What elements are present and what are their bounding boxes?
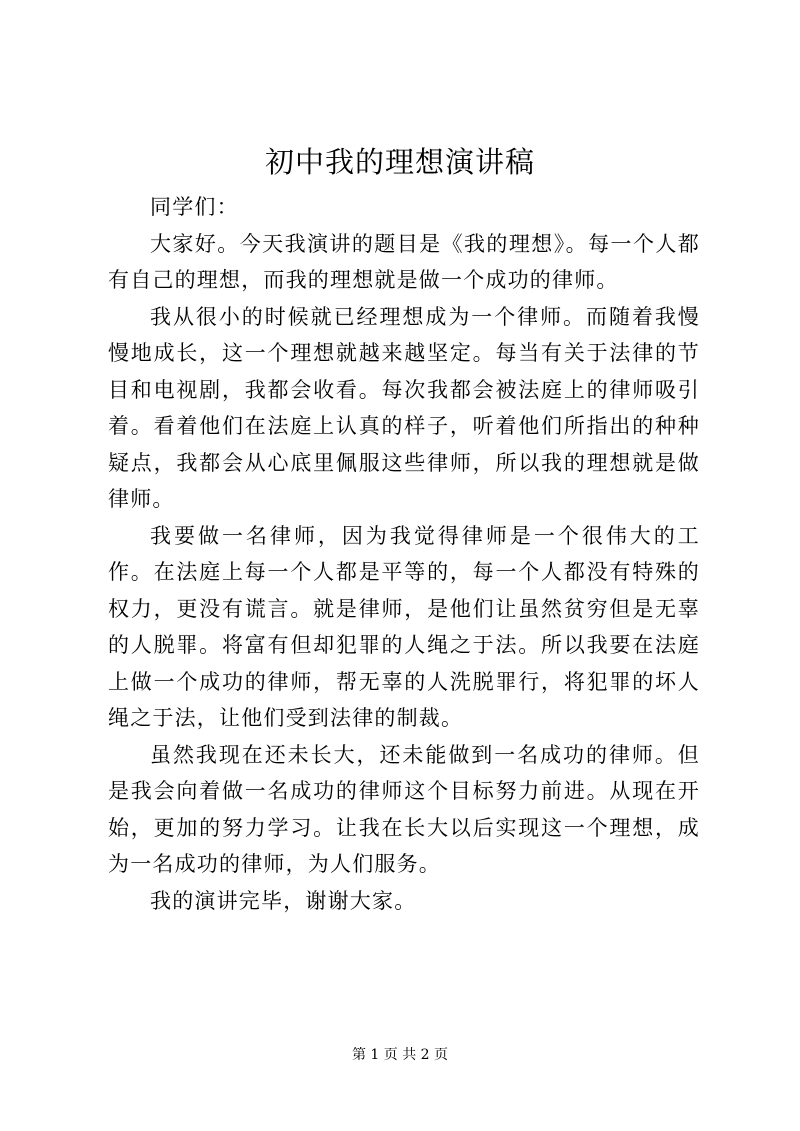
effort-paragraph: 虽然我现在还未长大，还未能做到一名成功的律师。但是我会向着做一名成功的律师这个目标努力前进。从现在开始，更加的努力学习。让我在长大以后实现这一个理想，成为一名成功的律师，为人们服务。 (108, 742, 700, 876)
document-title: 初中我的理想演讲稿 (264, 145, 535, 179)
reason-paragraph: 我要做一名律师，因为我觉得律师是一个很伟大的工作。在法庭上每一个人都是平等的，每一个人都没有特殊的权力，更没有谎言。就是律师，是他们让虽然贫穷但是无辜的人脱罪。将富有但却犯罪的人绳之于法。所以我要在法庭上做一个成功的律师，帮无辜的人洗脱罪行，将犯罪的坏人绳之于法，让他们受到法律的制裁。 (108, 523, 700, 730)
salutation-paragraph: 同学们： (150, 195, 239, 219)
document-body (108, 189, 700, 919)
page-footer: 第 1 页 共 2 页 (351, 1047, 449, 1063)
childhood-dream-paragraph: 我从很小的时候就已经理想成为一个律师。而随着我慢慢地成长，这一个理想就越来越坚定。每当有关于法律的节目和电视剧，我都会收看。每次我都会被法庭上的律师吸引着。看着他们在法庭上认真的样子，听着他们所指出的种种疑点，我都会从心底里佩服这些律师，所以我的理想就是做律师。 (108, 304, 700, 511)
greeting-paragraph: 大家好。今天我演讲的题目是《我的理想》。每一个人都有自己的理想，而我的理想就是做一个成功的律师。 (108, 231, 700, 292)
closing-paragraph: 我的演讲完毕，谢谢大家。 (150, 888, 417, 913)
